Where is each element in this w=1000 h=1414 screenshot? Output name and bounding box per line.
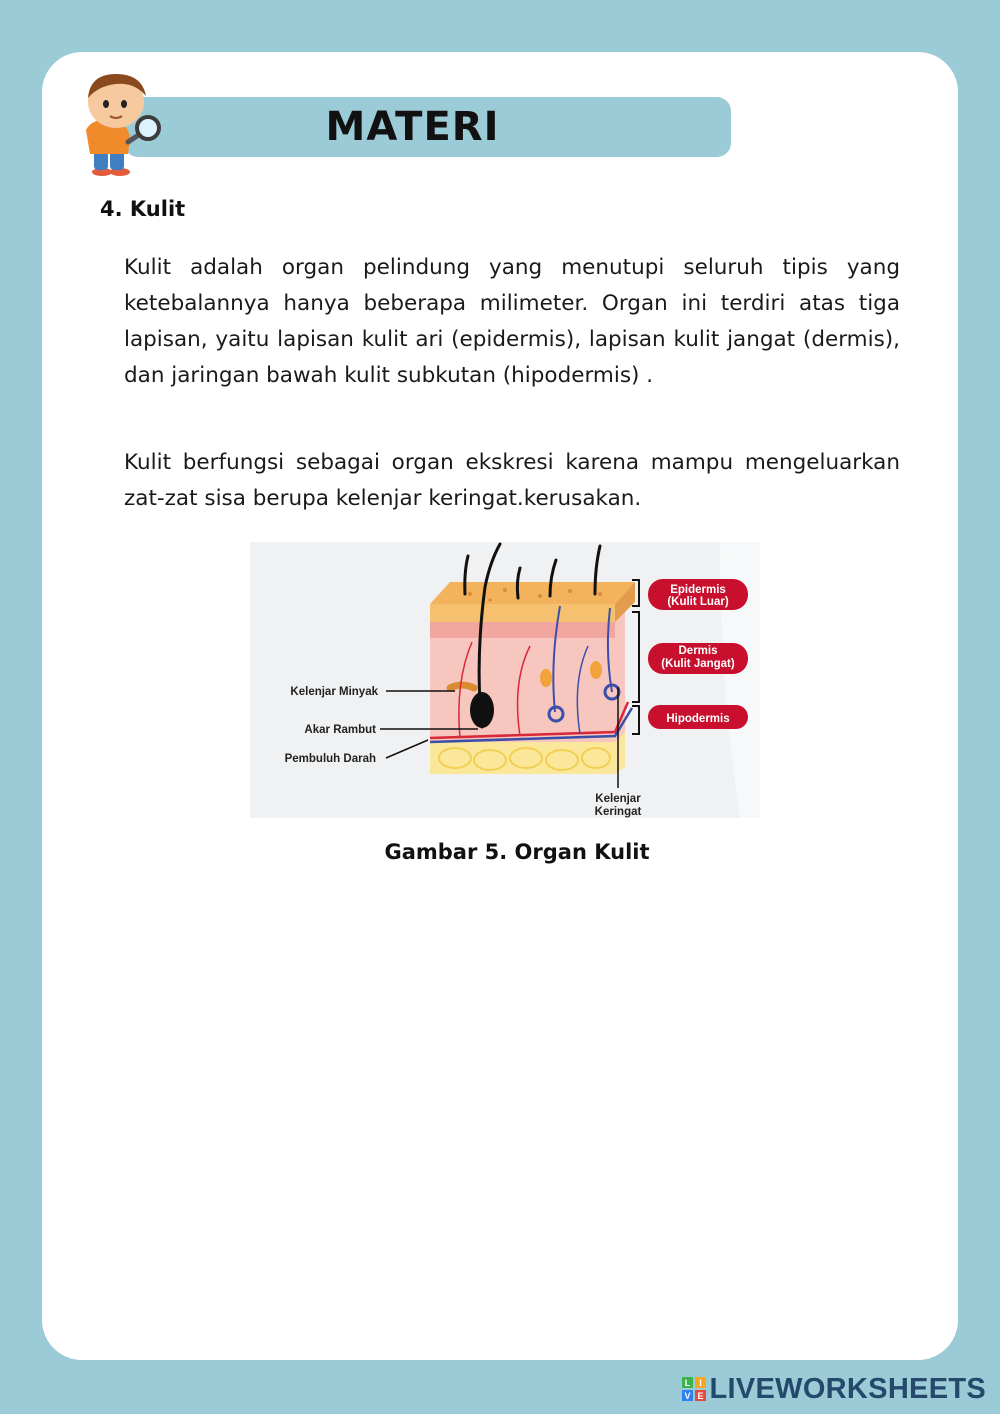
svg-text:V: V xyxy=(683,1391,691,1401)
sweat-gland-label-1: Kelenjar xyxy=(595,793,641,805)
watermark-text: LIVEWORKSHEETS xyxy=(709,1372,986,1405)
figure-caption: Gambar 5. Organ Kulit xyxy=(384,840,650,864)
oil-gland xyxy=(450,685,474,688)
hair-bulb xyxy=(470,692,494,728)
paragraph-intro: Kulit adalah organ pelindung yang menutupi seluruh tipis yang ketebalannya hanya beberapa milimeter. Organ ini terdiri atas tiga lapisan, yaitu lapisan kulit ari (epidermis), lapisan kulit jangat (dermis), dan jaringan bawah kulit subkutan (hipodermis) . xyxy=(124,255,900,388)
section-heading: 4. Kulit xyxy=(100,197,186,221)
epidermis-top xyxy=(430,582,635,604)
svg-text:Hipodermis: Hipodermis xyxy=(666,713,730,725)
title-banner xyxy=(124,97,731,157)
kid-detective-illustration xyxy=(72,68,166,178)
svg-text:E: E xyxy=(696,1391,704,1401)
liveworksheets-watermark xyxy=(682,1374,987,1404)
paragraph-function: Kulit berfungsi sebagai organ ekskresi karena mampu mengeluarkan zat-zat sisa berupa kelenjar keringat.kerusakan. xyxy=(124,450,900,511)
oil-gland-label: Kelenjar Minyak xyxy=(290,686,378,698)
svg-text:I: I xyxy=(698,1378,702,1388)
svg-text:(Kulit Jangat): (Kulit Jangat) xyxy=(661,658,735,670)
skin-diagram xyxy=(250,542,760,818)
liveworksheets-logo-icon xyxy=(682,1377,706,1401)
page-title: MATERI xyxy=(325,104,500,150)
svg-text:(Kulit Luar): (Kulit Luar) xyxy=(667,596,729,608)
svg-text:L: L xyxy=(684,1378,690,1388)
epidermis-layer xyxy=(430,604,615,622)
svg-text:Epidermis: Epidermis xyxy=(670,584,726,596)
svg-text:Dermis: Dermis xyxy=(678,645,718,657)
blood-vessel-label: Pembuluh Darah xyxy=(284,753,376,765)
hair-root-label: Akar Rambut xyxy=(304,724,376,736)
sweat-gland-label-2: Keringat xyxy=(594,806,642,818)
